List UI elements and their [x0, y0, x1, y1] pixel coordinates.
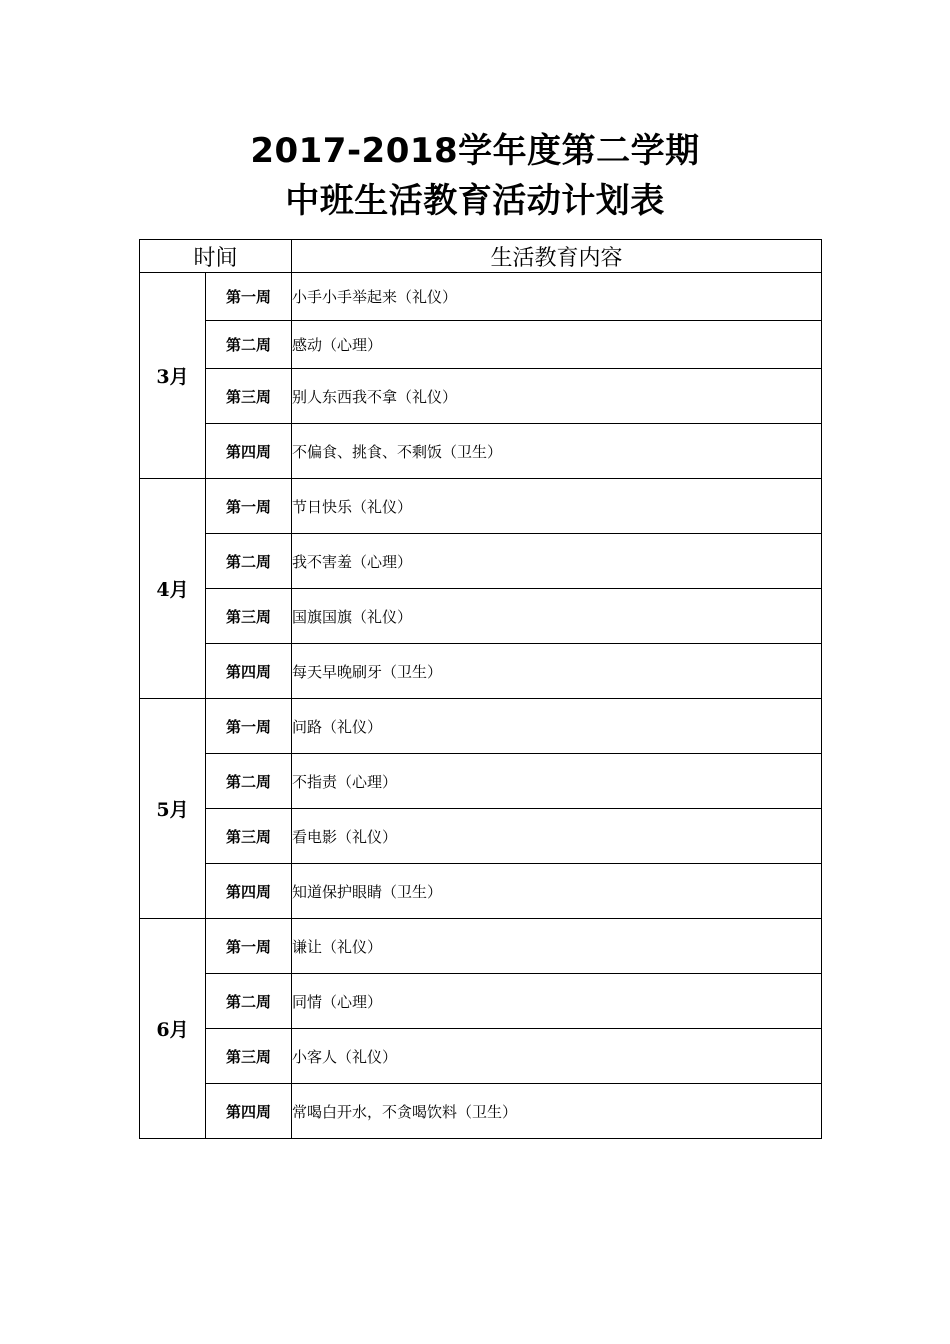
week-cell: 第一周 — [206, 919, 292, 974]
table-row — [140, 754, 822, 809]
table-row — [140, 479, 822, 534]
document-title-line2: 中班生活教育活动计划表 — [285, 181, 665, 221]
week-cell: 第三周 — [206, 809, 292, 864]
table-row — [140, 644, 822, 699]
week-cell: 第四周 — [206, 644, 292, 699]
content-cell: 不偏食、挑食、不剩饭（卫生） — [292, 424, 822, 479]
activity-plan-table — [139, 239, 822, 1139]
week-cell: 第二周 — [206, 754, 292, 809]
table-row — [140, 809, 822, 864]
week-cell: 第二周 — [206, 321, 292, 369]
week-cell: 第三周 — [206, 589, 292, 644]
document-title-line1: 2017-2018学年度第二学期 — [250, 131, 700, 171]
table-row — [140, 864, 822, 919]
week-cell: 第三周 — [206, 369, 292, 424]
week-cell: 第一周 — [206, 479, 292, 534]
table-row — [140, 273, 822, 321]
table-row — [140, 1029, 822, 1084]
week-cell: 第四周 — [206, 424, 292, 479]
content-cell: 国旗国旗（礼仪） — [292, 589, 822, 644]
week-cell: 第二周 — [206, 534, 292, 589]
week-cell: 第二周 — [206, 974, 292, 1029]
table-row — [140, 369, 822, 424]
header-time: 时间 — [140, 240, 292, 273]
content-cell: 每天早晚刷牙（卫生） — [292, 644, 822, 699]
table-row — [140, 321, 822, 369]
week-cell: 第四周 — [206, 1084, 292, 1139]
table-row — [140, 424, 822, 479]
month-cell: 4月 — [140, 479, 206, 699]
week-cell: 第四周 — [206, 864, 292, 919]
table-row — [140, 919, 822, 974]
header-content: 生活教育内容 — [292, 240, 822, 273]
month-cell: 6月 — [140, 919, 206, 1139]
content-cell: 看电影（礼仪） — [292, 809, 822, 864]
table-row — [140, 534, 822, 589]
month-cell: 3月 — [140, 273, 206, 479]
content-cell: 感动（心理） — [292, 321, 822, 369]
table-row — [140, 589, 822, 644]
content-cell: 小手小手举起来（礼仪） — [292, 273, 822, 321]
table-header-row — [140, 240, 822, 273]
week-cell: 第一周 — [206, 699, 292, 754]
content-cell: 常喝白开水，不贪喝饮料（卫生） — [292, 1084, 822, 1139]
week-cell: 第一周 — [206, 273, 292, 321]
content-cell: 谦让（礼仪） — [292, 919, 822, 974]
content-cell: 知道保护眼睛（卫生） — [292, 864, 822, 919]
table-row — [140, 974, 822, 1029]
content-cell: 小客人（礼仪） — [292, 1029, 822, 1084]
week-cell: 第三周 — [206, 1029, 292, 1084]
content-cell: 不指责（心理） — [292, 754, 822, 809]
content-cell: 同情（心理） — [292, 974, 822, 1029]
content-cell: 问路（礼仪） — [292, 699, 822, 754]
month-cell: 5月 — [140, 699, 206, 919]
content-cell: 别人东西我不拿（礼仪） — [292, 369, 822, 424]
table-row — [140, 1084, 822, 1139]
content-cell: 节日快乐（礼仪） — [292, 479, 822, 534]
table-row — [140, 699, 822, 754]
content-cell: 我不害羞（心理） — [292, 534, 822, 589]
